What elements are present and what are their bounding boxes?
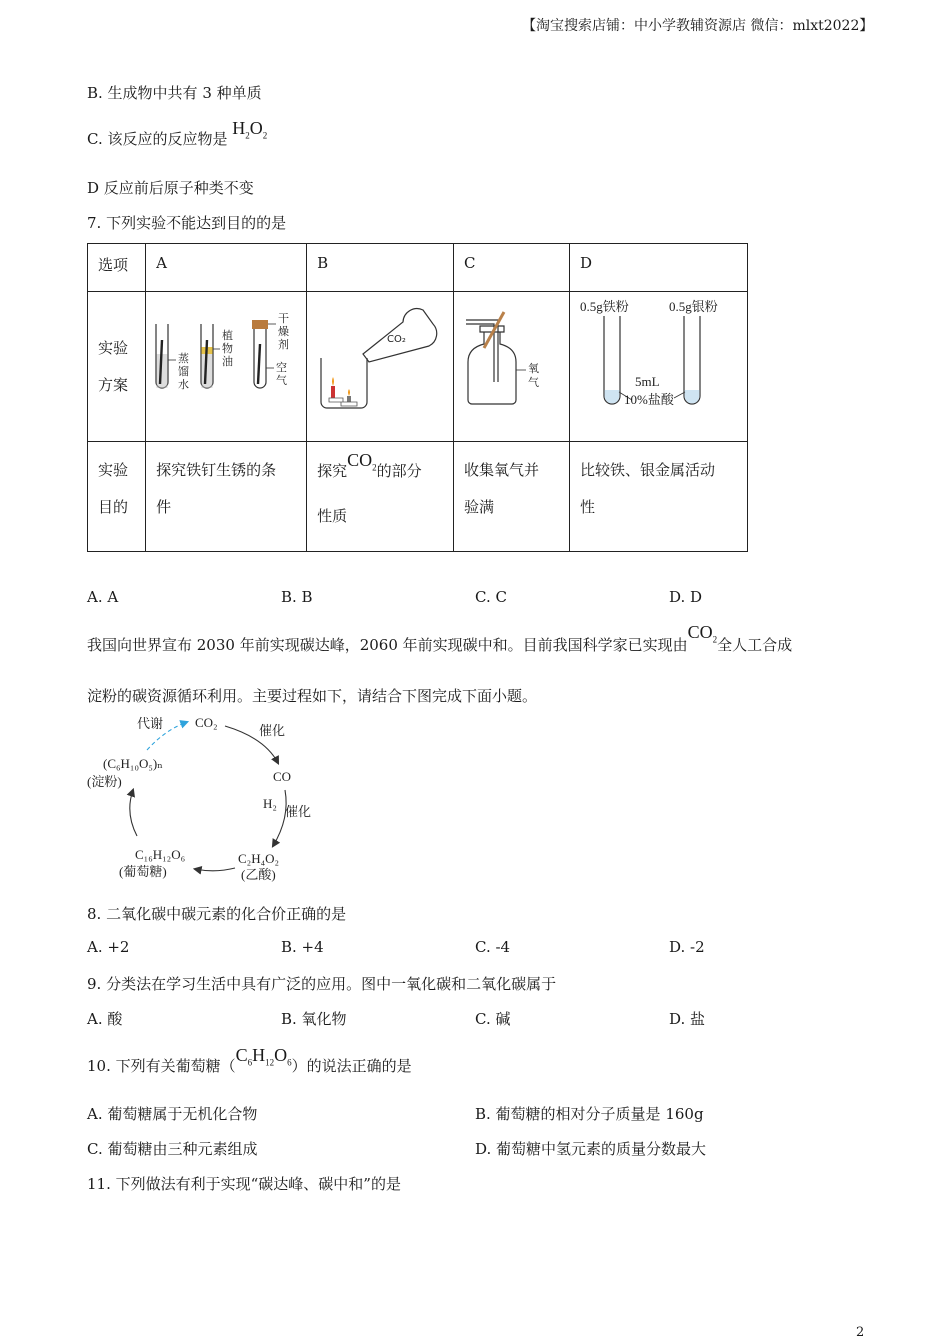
label-distilled-water-1: 蒸: [178, 352, 190, 365]
q8-stem: 8. 二氧化碳中碳元素的化合价正确的是: [87, 905, 347, 923]
table-row-options: [88, 244, 748, 292]
metal-activity-test-tubes-figure: [570, 292, 746, 437]
rusting-test-tubes-figure: [146, 292, 305, 437]
label-catalyst-1: 催化: [259, 723, 286, 738]
row-header-goal: 实验 目的: [88, 442, 146, 552]
label-oxygen-1: 氧: [528, 362, 540, 375]
q7-option-d: D. D: [669, 588, 703, 606]
table-row-goals: [88, 442, 748, 552]
co2-formula-goal-b: $CO_2$: [347, 450, 377, 473]
goal-a: 探究铁钉生锈的条 件: [146, 442, 307, 552]
q7-option-a: A. A: [87, 588, 119, 606]
q10-option-b: B. 葡萄糖的相对分子质量是 160g: [475, 1105, 704, 1123]
page-number: 2: [856, 1325, 865, 1340]
label-desiccant-3: 剂: [278, 338, 290, 351]
node-starch-formula: (C₆H₁₀O₅)ₙ: [103, 756, 163, 771]
label-catalyst-2: 催化: [285, 804, 312, 819]
q6-option-c-text: C. 该反应的反应物是: [87, 130, 228, 148]
h2o2-formula: $H_2O_2$: [232, 118, 268, 141]
q8-option-c: C. -4: [475, 938, 511, 956]
co2-pouring-figure: [307, 292, 452, 437]
label-distilled-water-3: 水: [178, 378, 190, 391]
goal-c: 收集氧气并 验满: [454, 442, 570, 552]
label-hydrochloric-acid: 10%盐酸: [624, 392, 674, 407]
label-oxygen-2: 气: [528, 376, 540, 389]
column-header-b: B: [307, 244, 454, 292]
glucose-formula: $C_6H_{12}O_6$: [235, 1045, 292, 1068]
q10-option-c: C. 葡萄糖由三种元素组成: [87, 1140, 258, 1158]
plan-d-figure: [570, 292, 748, 442]
label-distilled-water-2: 馏: [178, 365, 190, 378]
row-header-option: 选项: [88, 244, 146, 292]
q9-option-c: C. 碱: [475, 1010, 511, 1028]
row-header-plan: 实验 方案: [88, 292, 146, 442]
q9-option-d: D. 盐: [669, 1010, 706, 1028]
table-row-plans: [88, 292, 748, 442]
q6-option-b: B. 生成物中共有 3 种单质: [87, 84, 262, 102]
q8-option-d: D. -2: [669, 938, 705, 956]
passage-line-1: 我国向世界宣布 2030 年前实现碳达峰，2060 年前实现碳中和。目前我国科学家已实现由$CO_2$全人工合成: [87, 622, 793, 654]
label-vegetable-oil-1: 植: [222, 329, 234, 342]
q6-option-d: D 反应前后原子种类不变: [87, 179, 254, 197]
q9-option-a: A. 酸: [87, 1010, 123, 1028]
q10-option-a: A. 葡萄糖属于无机化合物: [87, 1105, 258, 1123]
goal-d: 比较铁、银金属活动 性: [570, 442, 748, 552]
plan-a-figure: [146, 292, 307, 442]
column-header-a: A: [146, 244, 307, 292]
carbon-cycle-diagram: [85, 708, 325, 888]
node-co: CO: [273, 769, 292, 784]
column-header-d: D: [570, 244, 748, 292]
gas-collecting-bottle-figure: [454, 292, 568, 437]
label-metabolism: 代谢: [137, 716, 164, 731]
node-starch-name: (淀粉): [87, 774, 122, 789]
label-h2: H₂: [263, 796, 277, 811]
label-silver-powder: 0.5g银粉: [669, 299, 718, 314]
q11-stem: 11. 下列做法有利于实现“碳达峰、碳中和”的是: [87, 1175, 401, 1193]
passage-line-2: 淀粉的碳资源循环利用。主要过程如下，请结合下图完成下面小题。: [87, 687, 538, 705]
plan-c-figure: [454, 292, 570, 442]
header-shop-info: 【淘宝搜索店铺：中小学教辅资源店 微信：mlxt2022】: [522, 18, 874, 34]
experiment-table: [87, 243, 748, 552]
label-desiccant-1: 干: [278, 312, 290, 325]
co2-formula-passage: $CO_2$: [687, 622, 718, 645]
column-header-c: C: [454, 244, 570, 292]
q8-option-b: B. +4: [281, 938, 324, 956]
label-5ml: 5mL: [635, 374, 660, 389]
label-desiccant-2: 燥: [278, 325, 290, 338]
node-acetic-acid-formula: C₂H₄O₂: [238, 851, 280, 866]
plan-b-figure: [307, 292, 454, 442]
label-air-1: 空: [276, 361, 288, 374]
label-air-2: 气: [276, 374, 288, 387]
goal-b: 探究$CO_2$的部分 性质: [307, 442, 454, 552]
q10-option-d: D. 葡萄糖中氢元素的质量分数最大: [475, 1140, 707, 1158]
node-acetic-acid-name: (乙酸): [241, 867, 276, 882]
node-glucose-formula: C₁₆H₁₂O₆: [135, 847, 186, 862]
label-vegetable-oil-3: 油: [222, 355, 234, 368]
node-co2: CO₂: [195, 715, 218, 730]
q9-option-b: B. 氧化物: [281, 1010, 347, 1028]
q7-option-b: B. B: [281, 588, 313, 606]
q10-stem: 10. 下列有关葡萄糖$(C_6H_{12}O_6)$的说法正确的是: [87, 1045, 412, 1075]
node-glucose-name: (葡萄糖): [119, 864, 167, 879]
q7-option-c: C. C: [475, 588, 507, 606]
label-vegetable-oil-2: 物: [222, 342, 234, 355]
q6-option-c: [87, 118, 268, 151]
label-iron-powder: 0.5g铁粉: [580, 299, 629, 314]
q7-stem: 7. 下列实验不能达到目的的是: [87, 214, 287, 232]
q8-option-a: A. +2: [87, 938, 130, 956]
svg-text:CO₂: CO₂: [387, 334, 406, 345]
q9-stem: 9. 分类法在学习生活中具有广泛的应用。图中一氧化碳和二氧化碳属于: [87, 975, 557, 993]
